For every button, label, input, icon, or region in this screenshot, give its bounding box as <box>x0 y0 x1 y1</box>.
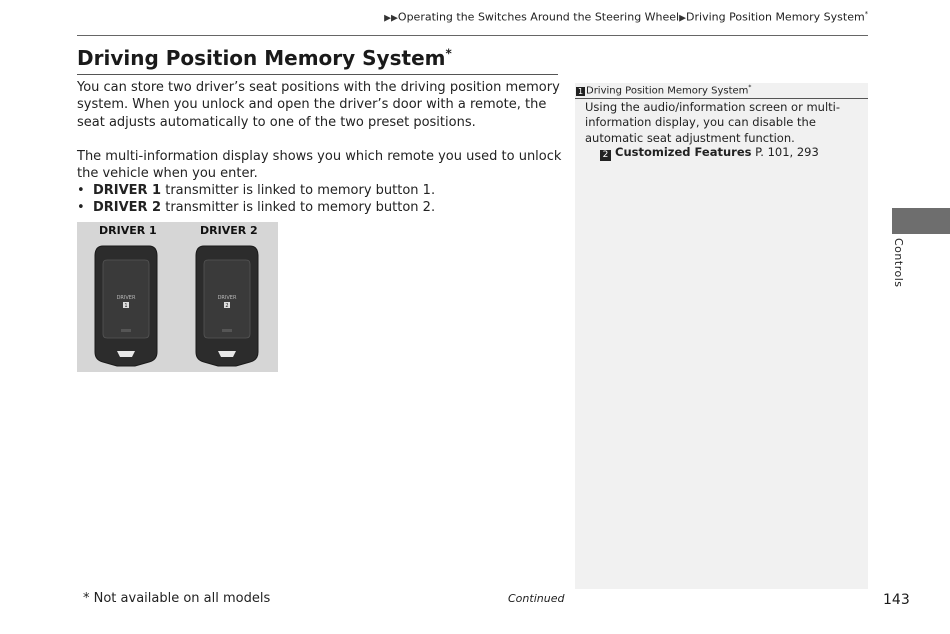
footnote: * Not available on all models <box>83 591 271 606</box>
key-label: DRIVER <box>217 295 237 301</box>
title-rule <box>77 74 558 75</box>
page-title-text: Driving Position Memory System <box>77 46 446 70</box>
breadcrumb <box>384 10 868 24</box>
driver-1-label: DRIVER 1 <box>99 224 157 237</box>
breadcrumb-section: Operating the Switches Around the Steering Wheel <box>397 10 680 24</box>
continued-label: Continued <box>508 592 565 605</box>
bullet-driver-1: • DRIVER 1 transmitter is linked to memory button 1. <box>77 183 436 198</box>
bullet-text: transmitter is linked to memory button 2. <box>161 200 436 215</box>
sidebar-note <box>575 83 868 589</box>
xref-label[interactable]: Customized Features <box>615 145 752 159</box>
header-rule <box>77 35 868 36</box>
double-arrow-icon: ▶▶ <box>384 13 398 24</box>
bullet-bold: DRIVER 2 <box>92 200 162 215</box>
bullet-driver-2: • DRIVER 2 transmitter is linked to memory button 2. <box>77 200 436 215</box>
driver-2-label: DRIVER 2 <box>200 224 258 237</box>
sidebar-asterisk: * <box>748 84 752 91</box>
key-fob-driver-1 <box>93 244 159 368</box>
sidebar-header <box>575 83 868 99</box>
section-tab-label <box>893 238 907 298</box>
sidebar-title-text: Driving Position Memory System <box>586 85 749 97</box>
breadcrumb-page: Driving Position Memory System <box>686 10 865 24</box>
title-asterisk: * <box>445 46 452 61</box>
section-tab-text: Controls <box>892 238 905 288</box>
bullet-bold: DRIVER 1 <box>92 183 162 198</box>
key-label: DRIVER <box>116 295 136 301</box>
sidebar-body: Using the audio/information screen or multi-information display, you can disable the automatic seat adjustment function. <box>585 100 840 145</box>
intro-paragraph: You can store two driver’s seat positions with the driving position memory system. When you unlock and open the driver’s door with a remote, the seat adjusts automatically to one of the two preset positions. <box>77 80 560 130</box>
page-title <box>77 46 452 70</box>
key-number: 1 <box>124 303 128 310</box>
display-paragraph: The multi-information display shows you which remote you used to unlock the vehicle when you enter. <box>77 149 562 182</box>
key-fob-driver-2 <box>194 244 260 368</box>
note-marker-icon: 1 <box>577 87 584 97</box>
reference-arrow-icon: 2 <box>600 150 611 161</box>
key-number: 2 <box>225 303 229 310</box>
breadcrumb-asterisk: * <box>864 10 868 18</box>
section-tab <box>892 208 950 234</box>
bullet-text: transmitter is linked to memory button 1. <box>161 183 436 198</box>
sidebar-title <box>576 84 751 96</box>
xref-pages: P. 101, 293 <box>751 145 819 159</box>
arrow-icon: ▶ <box>679 13 687 24</box>
key-fob-figure <box>77 222 278 372</box>
page-number: 143 <box>883 592 910 608</box>
cross-reference[interactable] <box>600 145 819 161</box>
